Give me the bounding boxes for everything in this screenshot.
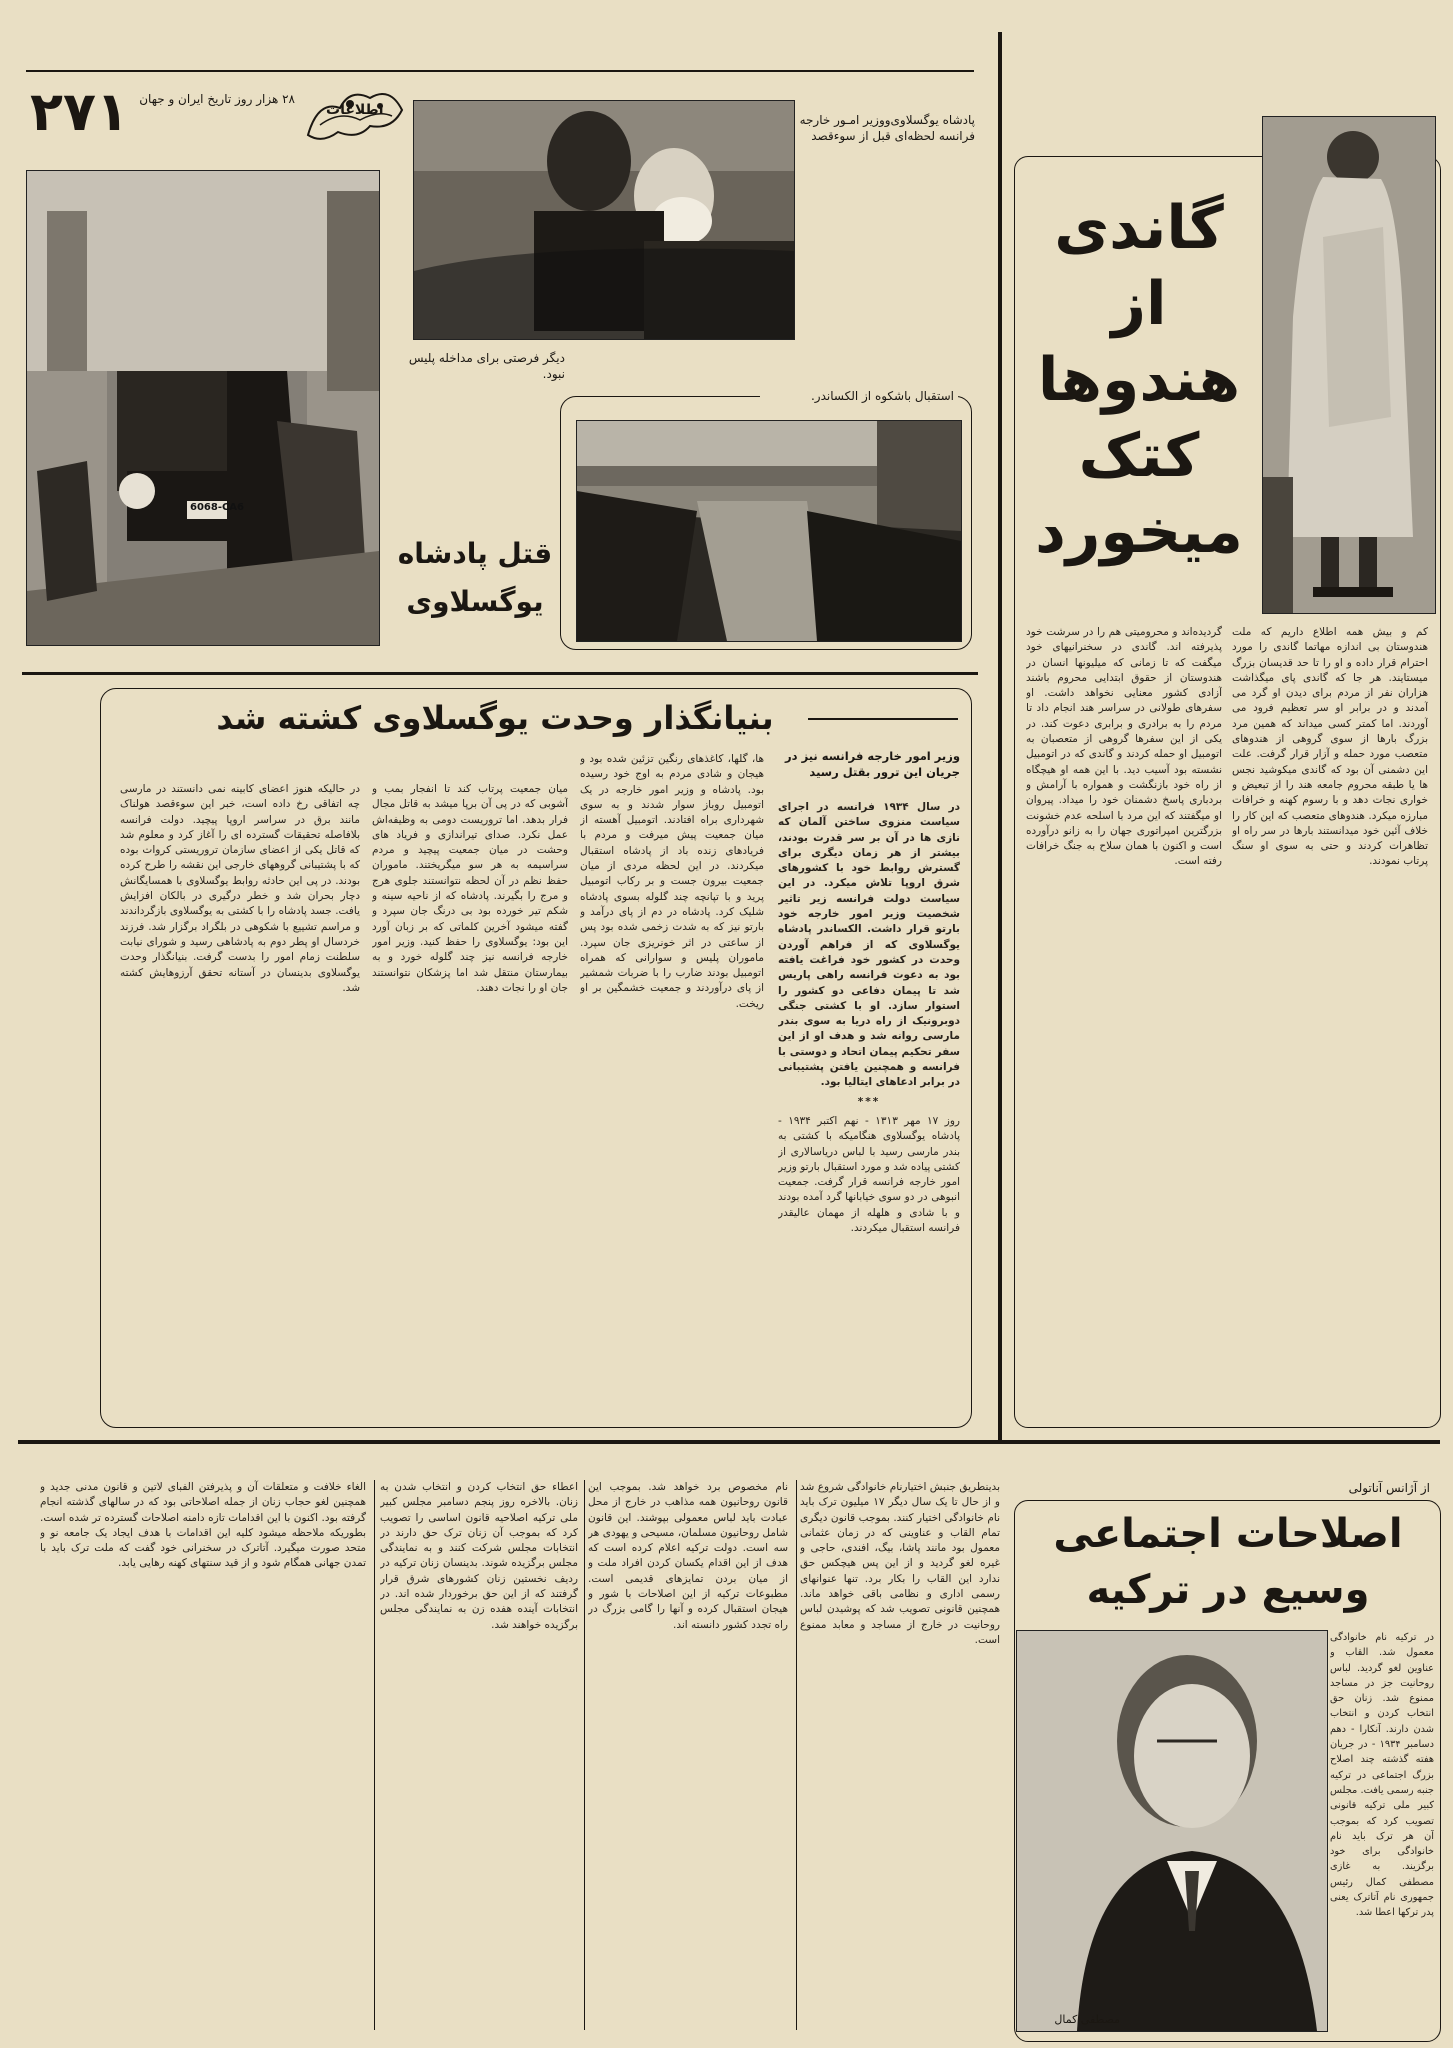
- yugoslav-col4: [120, 782, 360, 1412]
- ataturk-col3: [588, 1480, 788, 2030]
- yugoslav-col1-text: در سال ۱۹۳۴ فرانسه در اجرای سیاست منزوی ساختن آلمان که نازی ها در آن بر سر قدرت بودند، بیشتر از هر زمان دیگری برای گسترش روابط خود با کشورهای شرق اروپا تلاش میکرد. در این سیاست دولت فرانسه زیر تاثیر شخصیت وزیر امور خارجه خود بارتو قرار داشت. الکساندر پادشاه یوگسلاوی که از فراهم آوردن وحدت در کشور خود فراغت یافته بود به دعوت فرانسه راهی پاریس شد تا پیمان دفاعی دو کشور را استوار سازد. او با کشتی جنگی دوبرونیک از راه دریا به سوی بندر مارسی روانه شد و هدف او از این سفر تحکیم پیمان اتحاد و دوستی با فرانسه و همچنین یافتن پشتیبانی در برابر ادعاهای ایتالیا بود.: [778, 801, 960, 1089]
- assassination-photo: [26, 170, 380, 646]
- photo2-caption: دیگر فرصتی برای مداخله پلیس نبود.: [408, 351, 565, 381]
- ataturk-col5-text: الغاء خلافت و متعلقات آن و پذیرفتن الفبای لاتین و قانون مدنی جدید و همچنین لغو حجاب زنان از جمله اصلاحاتی بود که در سالهای گذشته انجام گرفته بود. اکنون با این اقدامات تازه دامنه اصلاحات گسترده تر شده است. بطوریکه ملاحظه میشود کلیه این اقدامات با هدف ایجاد یک جامعه نو و متحد صورت میگیرد. آتاترک در سخنرانی خود گفت که ملت ترک باید با تمدن جهانی همگام شود و از قید سنتهای کهنه رهایی یابد.: [40, 1481, 366, 1570]
- gandhi-headline-line2: از: [1111, 269, 1167, 339]
- yugoslav-col3: [372, 782, 568, 1412]
- gandhi-headline-line5: میخورد: [1035, 497, 1243, 567]
- welcome-parade-photo: [576, 420, 962, 642]
- ataturk-col1: [1330, 1630, 1434, 2030]
- logo-text: اطلاعات: [326, 102, 384, 118]
- ataturk-headline-line2: وسیع در ترکیه: [1086, 1567, 1370, 1613]
- gandhi-col2: [1026, 625, 1222, 1415]
- section-horizontal-rule: [18, 1440, 1440, 1444]
- gandhi-col1-text: کم و بیش همه اطلاع داریم که ملت هندوستان بی اندازه مهاتما گاندی را مورد احترام قرار داده و او را تا حد قدیسان بزرگ میستایند. هر جا که گاندی پای میگذاشت هزاران نفر از مردم برای دیدن او گرد می آمدند و در برابر او سر تعظیم فرود می آوردند. اما کمتر کسی میداند که همین مرد بزرگ بارها از سوی گروهی از هندوهای متعصب مورد حمله و آزار قرار گرفت. علت این دشمنی آن بود که گاندی میکوشید نجس ها یا طبقه محروم جامعه هند را از تبعیض و خواری نجات دهد و با رسوم کهنه و خرافات مبارزه میکرد. هندوهای متعصب که این کار را خلاف آئین خود میدانستند بارها در سر راه او تظاهرات کردند و حتی به سوی او سنگ پرتاب نمودند.: [1232, 626, 1428, 868]
- yugoslav-col2-text: ها، گلها، کاغذهای رنگین تزئین شده بود و هیجان و شادی مردم به اوج خود رسیده بود. پادشاه و وزیر امور خارجه در یک اتومبیل روباز سوار شدند و به سوی شهرداری براه افتادند. اتومبیل آهسته از میان جمعیت پیش میرفت و مردم با فریادهای زنده باد از پادشاه استقبال میکردند. در این لحظه مردی از میان جمعیت بیرون جست و بر رکاب اتومبیل پرید و با تپانچه چند گلوله بسوی پادشاه شلیک کرد. پادشاه در دم از پای درآمد و بارتو نیز که به شدت زخمی شده بود پس از ساعتی در اثر خونریزی جان سپرد. ماموران پلیس و سوارانی که همراه اتومبیل بودند ضارب را با ضربات شمشیر از پای درآوردند و جمعیت خشمگین بر او ریخت.: [580, 753, 764, 1010]
- car-plate: 6068-CA6: [189, 502, 245, 513]
- ataturk-col2-text: بدینطریق جنبش اختیارنام خانوادگی شروع شد و از حال تا یک سال دیگر ۱۷ میلیون ترک باید نام خانوادگی اختیار کنند. بموجب قانون دیگری تمام القاب و عناوینی که در زمان عثمانی معمول بود مانند پاشا، بیگ، افندی، حاجی و غیره لغو گردید و از این پس هیچکس حق ندارد این القاب را بکار برد. تنها عنوانهای رسمی اداری و نظامی باقی خواهد ماند. همچنین قانونی تصویب شد که پوشیدن لباس روحانیت در خارج از مساجد و معابد ممنوع است.: [800, 1481, 1000, 1646]
- photo2-title-line1: قتل پادشاه: [397, 537, 553, 570]
- ataturk-headline-line1: اصلاحات اجتماعی: [1053, 1511, 1403, 1557]
- center-vertical-rule: [998, 32, 1002, 1444]
- ataturk-kicker: از آژانس آناتولی: [1348, 1481, 1430, 1495]
- yugoslav-col2: [580, 752, 764, 1412]
- ataturk-col2: [800, 1480, 1000, 2030]
- page-number: ۲۷۱: [30, 80, 129, 143]
- gandhi-col2-text: گردیده‌اند و محرومیتی هم را در سرشت خود پذیرفته اند. گاندی در سخنرانیهای خود میگفت که تا زمانی که میلیونها انسان در هندوستان از حقوق ابتدایی محروم باشند آزادی کشور معنایی نخواهد داشت. او سفرهای طولانی در سراسر هند انجام داد تا مردم را به برادری و برابری دعوت کند. در یکی از این سفرها گروهی از متعصبان به اتومبیل او حمله کردند و گاندی که در اتومبیل نشسته بود آسیب دید. با این همه او هیچگاه از راه خود بازنگشت و همواره با آرامش و بردباری پاسخ دشمنان خود را میداد. پیروان او میگفتند که این مرد با اسلحه عدم خشونت بزرگترین امپراتوری جهان را به زانو درآورده است و اکنون با همان سلاح به جنگ خرافات رفته است.: [1026, 626, 1222, 868]
- yugoslav-headline: بنیانگذار وحدت یوگسلاوی کشته شد: [216, 699, 774, 737]
- ataturk-col-rule-1: [796, 1480, 797, 2030]
- ataturk-col5: [40, 1480, 366, 2030]
- gandhi-headline-line4: کتک: [1078, 421, 1200, 491]
- ataturk-col1-text: در ترکیه نام خانوادگی معمول شد. القاب و عناوین لغو گردید. لباس روحانیت جز در مساجد ممنوع شد. زنان حق انتخاب کردن و انتخاب شدن دارند. آنکارا - دهم دسامبر ۱۹۳۴ - در جریان هفته گذشته چند اصلاح بزرگ اجتماعی در ترکیه جنبه رسمی یافت. مجلس کبیر ملی ترکیه قانونی تصویب کرد که بموجب آن هر ترک باید نام خانوادگی برای خود برگزیند. به غازی مصطفی کمال رئیس جمهوری نام آتاترک یعنی پدر ترکها اعطا شد.: [1330, 1632, 1434, 1919]
- ataturk-headline: [1022, 1506, 1434, 1618]
- series-line: ۲۸ هزار روز تاریخ ایران و جهان: [139, 92, 295, 106]
- yugoslav-col4-text: در حالیکه هنوز اعضای کابینه نمی دانستند در مارسی چه اتفاقی رخ داده است، خبر این سوءقصد هولناک مانند برق در سراسر اروپا پیچید. دولت فرانسه بلافاصله تحقیقات گسترده ای را آغاز کرد و معلوم شد که قاتل یکی از اعضای سازمان تروریستی کروات بوده که با پشتیبانی گروههای خارجی این نقشه را طرح کرده بودند. در پی این حادثه روابط یوگسلاوی با همسایگانش دچار بحران شد و خطر درگیری در بالکان افزایش یافت. جسد پادشاه را با کشتی به یوگسلاوی بازگرداندند و مراسم تشییع با شکوهی در بلگراد برگزار شد. فرزند خردسال او پطر دوم به پادشاهی رسید و شورای نیابت سلطنت زمام امور را بدست گرفت. بنیانگذار وحدت یوگسلاوی بدینسان در آستانه تحقق آرزوهایش کشته شد.: [120, 783, 360, 994]
- masthead-top-rule: [26, 70, 974, 72]
- yugoslav-top-rule: [22, 672, 978, 675]
- gandhi-headline-line3: هندوها: [1037, 345, 1241, 415]
- ataturk-col3-text: نام مخصوص برد خواهد شد. بموجب این قانون روحانیون همه مذاهب در خارج از محل عبادت باید لباس معمولی بپوشند. این قانون شامل روحانیون مسلمان، مسیحی و یهودی هر سه است. دولت ترکیه اعلام کرده است که هدف از این اقدام یکسان کردن افراد ملت و از میان بردن تمایزهای قدیمی است. مطبوعات ترکیه از این اصلاحات با شور و هیجان استقبال کرده و آنها را گامی بزرگ در راه تجدد کشور دانسته اند.: [588, 1481, 788, 1631]
- logo-emblem: [300, 80, 410, 146]
- gandhi-col1: [1232, 625, 1428, 1415]
- gandhi-headline: [1026, 190, 1252, 570]
- yugoslav-subhead: وزیر امور خارجه فرانسه نیز در جریان این ترور بقتل رسید: [785, 749, 960, 779]
- ataturk-photo: [1016, 1630, 1328, 2032]
- ataturk-col-rule-3: [374, 1480, 375, 2030]
- yugoslav-col1b-text: روز ۱۷ مهر ۱۳۱۳ - نهم اکتبر ۱۹۳۴ - پادشاه یوگسلاوی هنگامیکه با کشتی به بندر مارسی رسید با لباس دریاسالاری از کشتی پیاده شد و مورد استقبال بارتو وزیر امور خارجه فرانسه قرار گرفت. جمعیت انبوهی در دو سوی خیابانها گرد آمده بودند و با شادی و هلهله از مهمان عالیقدر فرانسه استقبال میکردند.: [778, 1114, 960, 1235]
- ataturk-col4: [380, 1480, 578, 2030]
- gandhi-headline-line1: گاندی: [1054, 193, 1224, 263]
- ataturk-col4-text: اعطاء حق انتخاب کردن و انتخاب شدن به زنان. بالاخره روز پنجم دسامبر مجلس کبیر ملی ترکیه اصلاحیه قانون اساسی را تصویب کرد که بموجب آن زنان ترک حق دارند در انتخابات مجلس شرکت کنند و به نمایندگی مجلس برگزیده شوند. بدینسان زنان ترکیه در ردیف نخستین زنان کشورهای شرق قرار گرفتند که از این حق برخوردار شده اند. در انتخابات آینده هفده زن به نمایندگی مجلس برگزیده خواهند شد.: [380, 1481, 578, 1631]
- yugoslav-col3-text: میان جمعیت پرتاب کند تا انفجار بمب و آشوبی که در پی آن برپا میشد به قاتل مجال فرار بدهد. اما تروریست دومی به وظیفه‌اش عمل نکرد. صدای تیراندازی و فریاد های وحشت در میان جمعیت پیچید و مردم سراسیمه به هر سو میگریختند. ماموران حفظ نظم در آن لحظه نتوانستند جلوی هرج و مرج را بگیرند. پادشاه که از ناحیه سینه و شکم تیر خورده بود بی درنگ جان سپرد و گفته میشود آخرین کلماتی که بر زبان آورد این بود: یوگسلاوی را حفظ کنید. وزیر امور خارجه فرانسه نیز چند گلوله خورد و به بیمارستان منتقل شد اما پزشکان نتوانستند جان او را نجات دهند.: [372, 783, 568, 994]
- king-in-car-photo: [413, 100, 795, 340]
- photo2-title-line2: یوگسلاوی: [406, 585, 544, 618]
- yugoslav-col1: [778, 800, 960, 1410]
- ataturk-col-rule-2: [584, 1480, 585, 2030]
- headline-rule-right: [808, 718, 958, 720]
- photo2-title: [390, 530, 560, 626]
- ataturk-photo-caption: مصطفی کمال: [1054, 2013, 1120, 2026]
- yugoslav-stars: ***: [857, 1095, 881, 1108]
- gandhi-photo: [1262, 116, 1436, 614]
- photo3-caption: استقبال باشکوه از الکساندر.: [760, 388, 958, 404]
- photo1-caption: پادشاه یوگسلاوی‌و‌وزیر امـور خارجه فرانسه لحظه‌ای قبل از سوءقصد: [799, 113, 975, 143]
